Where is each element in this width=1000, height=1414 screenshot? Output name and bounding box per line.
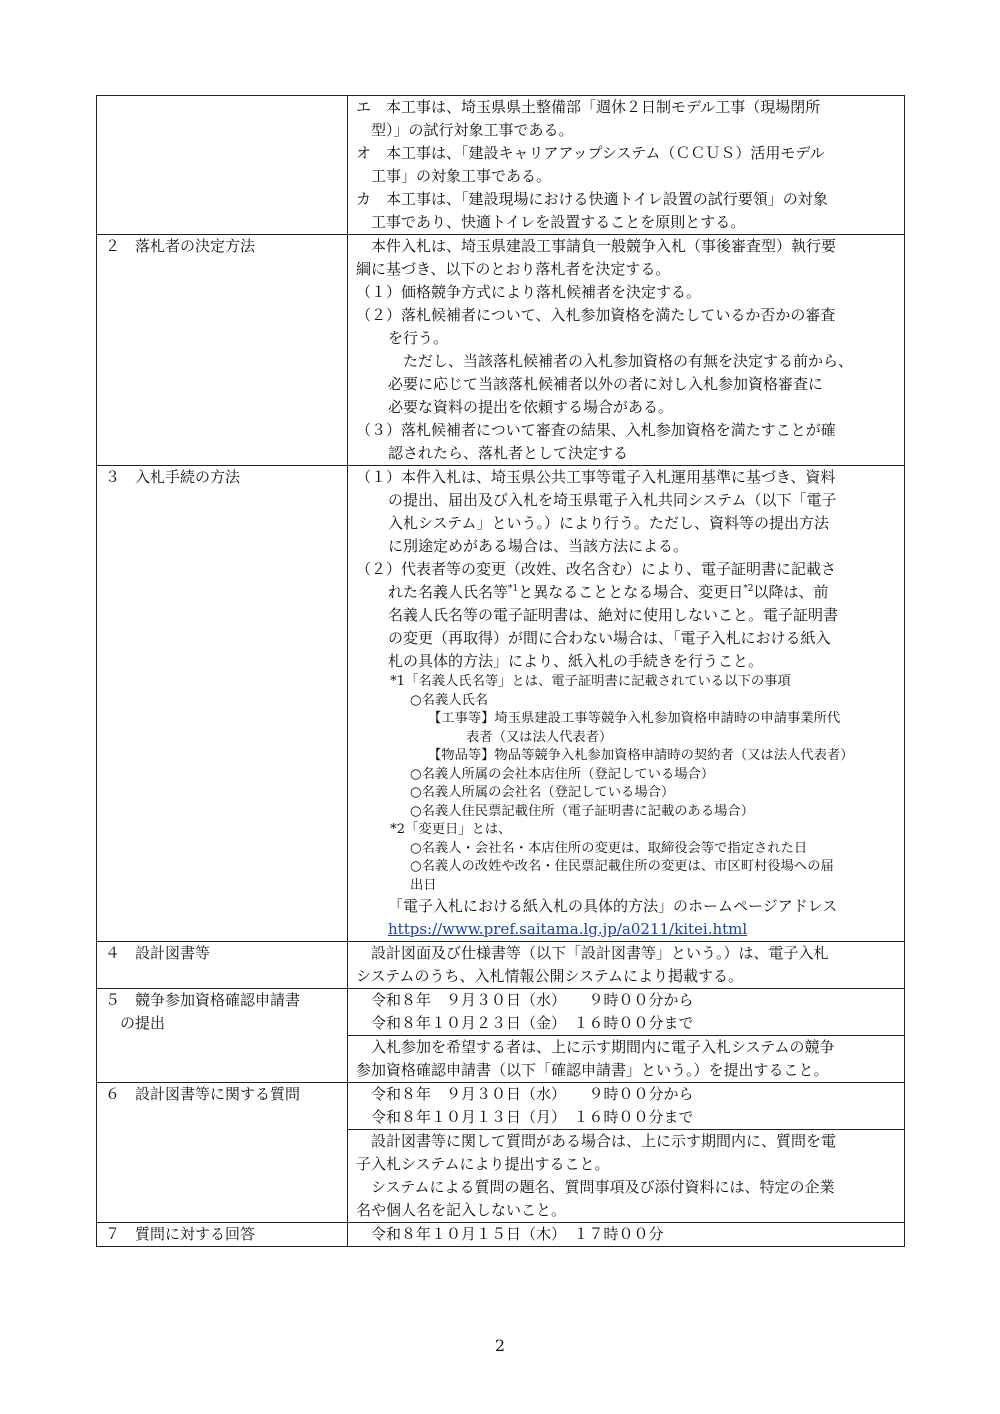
footnote-mark: *1 (508, 584, 519, 594)
text-line: れた名義人氏名等$^{*1}$と異なることとなる場合、変更日$^{*2}$以降は、前 (388, 583, 829, 601)
text-line (356, 918, 898, 941)
footnote-line: *1「名義人氏名等」とは、電子証明書に記載されている以下の事項 (390, 674, 791, 689)
text-line: 子入札システムにより提出すること。 (356, 1155, 610, 1173)
table-row (97, 1083, 905, 1130)
text-line: エ 本工事は、埼玉県県土整備部「週休２日制モデル工事（現場閉所 (356, 98, 821, 116)
text-line: 名や個人名を記入しないこと。 (356, 1201, 567, 1219)
spec-table (96, 95, 905, 1247)
period-cell (348, 1083, 905, 1130)
table-row (97, 942, 905, 989)
period-cell (348, 989, 905, 1036)
description-cell (348, 1130, 905, 1223)
text-line: カ 本工事は、「建設現場における快適トイレ設置の試行要領」の対象 (356, 190, 828, 208)
text-line: 名義人氏名等の電子証明書は、絶対に使用しないこと。電子証明書 (388, 606, 839, 624)
text-line: （２）落札候補者について、入札参加資格を満たしているか否かの審査 (356, 306, 836, 324)
text-line: を行う。 (388, 329, 449, 347)
footnote-line: 出日 (410, 877, 437, 893)
text-line: （３）落札候補者について審査の結果、入札参加資格を満たすことが確 (356, 421, 836, 439)
row-content (348, 1223, 905, 1247)
footnote-line: 【物品等】物品等競争入札参加資格申請時の契約者（又は法人代表者） (428, 748, 854, 763)
text-line: の変更（再取得）が間に合わない場合は、「電子入札における紙入 (388, 629, 831, 647)
period-start: 令和８年 ９月３０日（水） ９時００分から (356, 1085, 694, 1103)
footnote-line: ○名義人所属の会社名（登記している場合） (410, 785, 675, 800)
row-label (97, 96, 348, 235)
table-row (97, 989, 905, 1036)
row-label: ７ 質問に対する回答 (97, 1223, 348, 1247)
row-label: ６ 設計図書等に関する質問 (97, 1083, 348, 1223)
text-line: 設計図書等に関して質問がある場合は、上に示す期間内に、質問を電 (356, 1132, 837, 1150)
table-row (97, 96, 905, 235)
table-row (97, 466, 905, 942)
period-start: 令和８年 ９月３０日（水） ９時００分から (356, 991, 694, 1009)
footnote-line: 【工事等】埼玉県建設工事等競争入札参加資格申請時の申請事業所代 (428, 711, 841, 726)
text-line: 綱に基づき、以下のとおり落札者を決定する。 (356, 260, 671, 278)
text-line: システムによる質問の題名、質問事項及び添付資料には、特定の企業 (356, 1178, 835, 1196)
answer-date: 令和８年１０月１５日（木） １７時００分 (356, 1225, 664, 1243)
text-line: 入札システム」という。）により行う。ただし、資料等の提出方法 (388, 514, 830, 532)
footnote-mark: *2 (743, 584, 754, 594)
description-cell (348, 1036, 905, 1083)
text-line: 工事であり、快適トイレを設置することを原則とする。 (356, 213, 746, 231)
text-line: （１）価格競争方式により落札候補者を決定する。 (356, 283, 702, 301)
text-line: 設計図面及び仕様書等（以下「設計図書等」という。）は、電子入札 (356, 944, 829, 962)
text-line: 札の具体的方法」により、紙入札の手続きを行うこと。 (388, 652, 764, 670)
homepage-link[interactable]: https://www.pref.saitama.lg.jp/a0211/kitei.html (388, 920, 748, 938)
table-row (97, 1223, 905, 1247)
table-row (97, 235, 905, 466)
footnote-line: ○名義人・会社名・本店住所の変更は、取締役会等で指定された日 (410, 840, 808, 856)
period-end: 令和８年１０月２３日（金） １６時００分まで (356, 1014, 694, 1032)
text-line: の提出、届出及び入札を埼玉県電子入札共同システム（以下「電子 (388, 491, 837, 509)
text-line: 入札参加を希望する者は、上に示す期間内に電子入札システムの競争 (356, 1038, 835, 1056)
text-line: （２）代表者等の変更（改姓、改名含む）により、電子証明書に記載さ (356, 560, 837, 578)
row-label: ５ 競争参加資格確認申請書 の提出 (97, 989, 348, 1083)
text-line: 工事」の対象工事である。 (356, 167, 552, 185)
footnote-line: ○名義人氏名 (410, 692, 489, 708)
row-label: ４ 設計図書等 (97, 942, 348, 989)
text-line: ただし、当該落札候補者の入札参加資格の有無を決定する前から、 (388, 352, 854, 370)
text-line: 必要な資料の提出を依頼する場合がある。 (388, 398, 674, 416)
footnote-line: ○名義人住民票記載住所（電子証明書に記載のある場合） (410, 803, 755, 819)
text-line: 参加資格確認申請書（以下「確認申請書」という。）を提出すること。 (356, 1061, 829, 1079)
page-number: 2 (494, 1336, 506, 1355)
text-line: システムのうち、入札情報公開システムにより掲載する。 (356, 967, 744, 985)
text-line: 本件入札は、埼玉県建設工事請負一般競争入札（事後審査型）執行要 (356, 237, 837, 255)
row-content (348, 466, 905, 942)
row-content (348, 235, 905, 466)
footnote-line: *2「変更日」とは、 (390, 822, 512, 837)
text-line: 認されたら、落札者として決定する (388, 444, 629, 462)
row-content (348, 942, 905, 989)
footnote-line: ○名義人の改姓や改名・住民票記載住所の変更は、市区町村役場への届 (410, 859, 834, 874)
text-line: 型）」の試行対象工事である。 (356, 121, 574, 139)
text-line: に別途定めがある場合は、当該方法による。 (388, 537, 689, 555)
row-content (348, 96, 905, 235)
row-label: ２ 落札者の決定方法 (97, 235, 348, 466)
text-line: オ 本工事は、「建設キャリアアップシステム（ＣＣＵＳ）活用モデル (356, 144, 825, 162)
footnote-line: 表者（又は法人代表者） (466, 729, 613, 745)
homepage-label: 「電子入札における紙入札の具体的方法」のホームページアドレス (388, 897, 838, 915)
period-end: 令和８年１０月１３日（月） １６時００分まで (356, 1108, 694, 1126)
footnote-line: ○名義人所属の会社本店住所（登記している場合） (410, 766, 715, 782)
text-line: （１）本件入札は、埼玉県公共工事等電子入札運用基準に基づき、資料 (356, 468, 836, 486)
text-line: 必要に応じて当該落札候補者以外の者に対し入札参加資格審査に (388, 375, 824, 393)
row-label: ３ 入札手続の方法 (97, 466, 348, 942)
